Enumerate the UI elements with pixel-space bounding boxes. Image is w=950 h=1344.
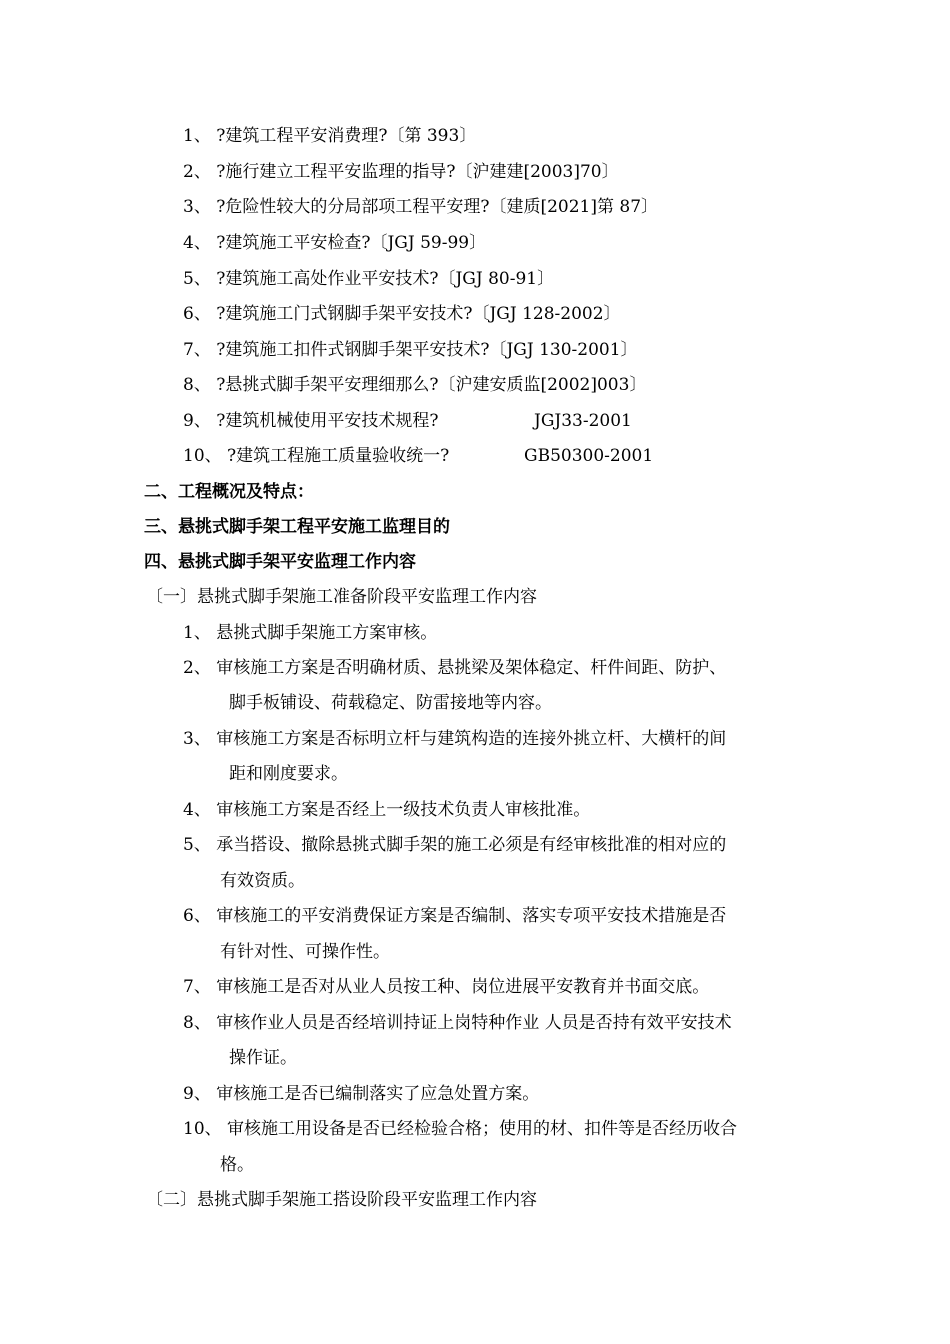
ref-text: ?建筑施工高处作业平安技术?〔JGJ 80-91〕	[216, 269, 555, 289]
ref-text: ?建筑机械使用平安技术规程?	[216, 411, 439, 431]
item-number: 1、	[183, 623, 211, 643]
list-item	[183, 727, 726, 751]
ref-text: ?危险性较大的分局部项工程平安理?〔建质[2021]第 87〕	[216, 197, 659, 217]
item-text: 审核施工的平安消费保证方案是否编制、落实专项平安技术措施是否	[216, 906, 727, 926]
item-continuation: 距和刚度要求。	[229, 764, 348, 784]
item-number: 3、	[183, 729, 211, 749]
item-text: 审核施工方案是否标明立杆与建筑构造的连接外挑立杆、大横杆的间	[216, 729, 727, 749]
ref-text: ?建筑工程施工质量验收统一?	[227, 446, 450, 466]
ref-text: ?悬挑式脚手架平安理细那么?〔沪建安质监[2002]003〕	[216, 375, 647, 395]
section-heading: 三、悬挑式脚手架工程平安施工监理目的	[144, 517, 450, 537]
ref-item	[183, 267, 554, 291]
ref-number: 1、	[183, 126, 211, 146]
item-number: 2、	[183, 658, 211, 678]
item-number: 10、	[183, 1119, 222, 1139]
list-item	[183, 975, 709, 999]
ref-item	[183, 124, 476, 148]
ref-text: ?建筑施工平安检查?〔JGJ 59-99〕	[216, 233, 487, 253]
item-text: 审核作业人员是否经培训持证上岗特种作业 人员是否持有效平安技术	[216, 1013, 732, 1033]
item-continuation: 脚手板铺设、荷载稳定、防雷接地等内容。	[229, 693, 552, 713]
ref-number: 2、	[183, 162, 211, 182]
ref-number: 3、	[183, 197, 211, 217]
list-item	[183, 798, 590, 822]
item-text: 承当搭设、撤除悬挑式脚手架的施工必须是有经审核批准的相对应的	[216, 835, 727, 855]
list-item	[183, 904, 726, 928]
section-heading: 二、工程概况及特点：	[144, 482, 314, 502]
ref-item	[183, 302, 621, 326]
ref-number: 4、	[183, 233, 211, 253]
item-continuation: 操作证。	[229, 1048, 297, 1068]
item-text: 审核施工用设备是否已经检验合格；使用的材、扣件等是否经历收合	[227, 1119, 738, 1139]
item-text: 审核施工是否已编制落实了应急处置方案。	[216, 1084, 540, 1104]
item-continuation: 有针对性、可操作性。	[220, 942, 390, 962]
ref-number: 9、	[183, 411, 211, 431]
ref-code: GB50300-2001	[524, 446, 654, 466]
ref-text: ?建筑工程平安消费理?〔第 393〕	[216, 126, 477, 146]
item-text: 审核施工方案是否明确材质、悬挑梁及架体稳定、杆件间距、防护、	[216, 658, 727, 678]
item-number: 4、	[183, 800, 211, 820]
list-item	[183, 656, 726, 680]
ref-text: ?建筑施工扣件式钢脚手架平安技术?〔JGJ 130-2001〕	[216, 340, 638, 360]
item-text: 审核施工方案是否经上一级技术负责人审核批准。	[216, 800, 591, 820]
ref-number: 5、	[183, 269, 211, 289]
item-number: 6、	[183, 906, 211, 926]
ref-item	[183, 409, 823, 433]
ref-code: JGJ33-2001	[534, 411, 632, 431]
ref-number: 10、	[183, 446, 222, 466]
item-continuation: 格。	[220, 1155, 254, 1175]
item-number: 5、	[183, 835, 211, 855]
item-text: 悬挑式脚手架施工方案审核。	[216, 623, 438, 643]
item-number: 8、	[183, 1013, 211, 1033]
list-item	[183, 621, 437, 645]
ref-item	[183, 444, 823, 468]
item-continuation: 有效资质。	[220, 871, 305, 891]
ref-text: ?施行建立工程平安监理的指导?〔沪建建[2003]70〕	[216, 162, 619, 182]
list-item	[183, 833, 726, 857]
ref-item	[183, 373, 646, 397]
item-number: 7、	[183, 977, 211, 997]
item-text: 审核施工是否对从业人员按工种、岗位进展平安教育并书面交底。	[216, 977, 710, 997]
subsection-heading: 〔一〕悬挑式脚手架施工准备阶段平安监理工作内容	[146, 587, 537, 607]
list-item	[183, 1117, 737, 1141]
ref-item	[183, 338, 638, 362]
ref-item	[183, 160, 619, 184]
list-item	[183, 1011, 732, 1035]
subsection-heading: 〔二〕悬挑式脚手架施工搭设阶段平安监理工作内容	[146, 1190, 537, 1210]
list-item	[183, 1082, 539, 1106]
ref-item	[183, 195, 658, 219]
ref-text: ?建筑施工门式钢脚手架平安技术?〔JGJ 128-2002〕	[216, 304, 621, 324]
item-number: 9、	[183, 1084, 211, 1104]
section-heading: 四、悬挑式脚手架平安监理工作内容	[144, 552, 416, 572]
ref-number: 8、	[183, 375, 211, 395]
ref-item	[183, 231, 486, 255]
ref-number: 6、	[183, 304, 211, 324]
ref-number: 7、	[183, 340, 211, 360]
